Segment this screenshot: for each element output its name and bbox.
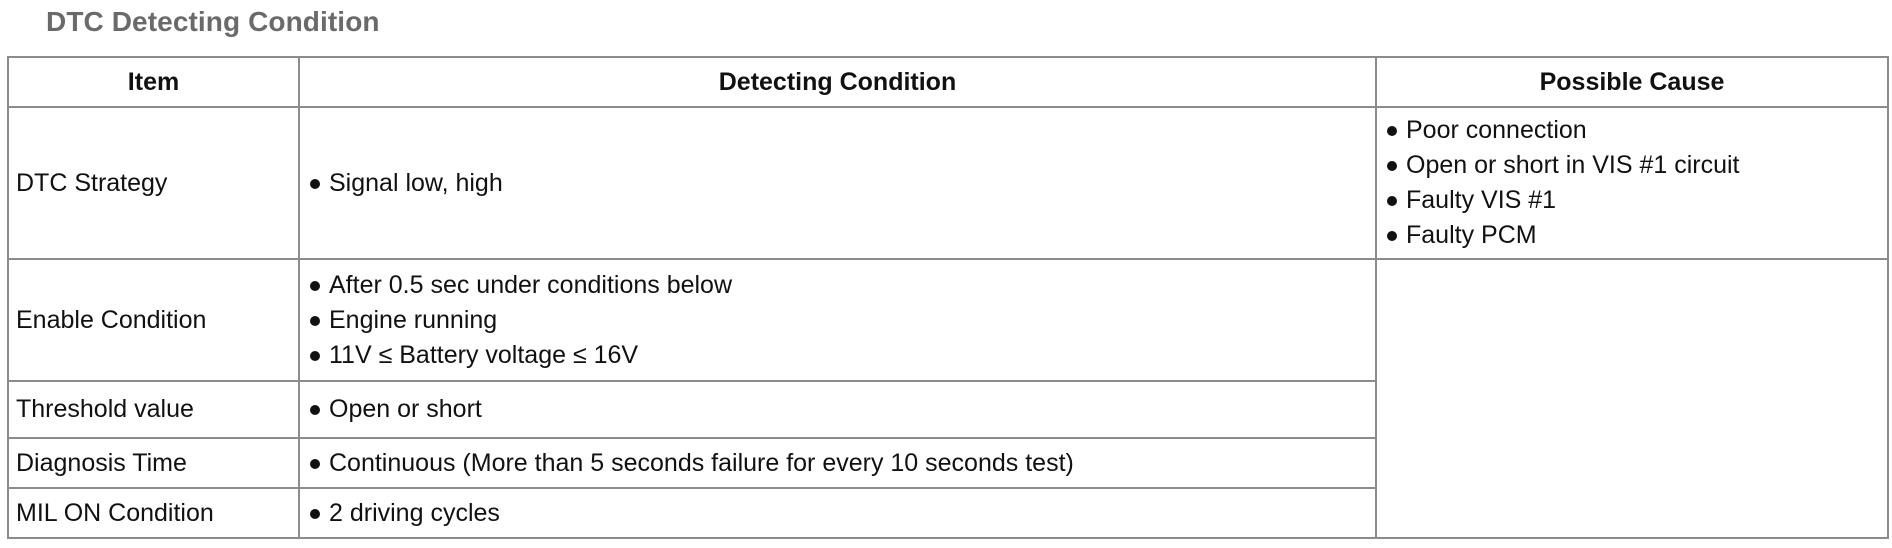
condition-text: Engine running (329, 305, 498, 334)
cause-list (1384, 113, 1887, 253)
row-item-enable-condition: Enable Condition (8, 259, 299, 381)
row-condition-diagnosis-time (299, 438, 1376, 488)
dtc-table (7, 56, 1889, 539)
bullet-icon (1387, 126, 1397, 136)
bullet-icon (310, 459, 320, 469)
cause-text: Poor connection (1406, 116, 1587, 144)
condition-list (307, 268, 1375, 373)
condition-list (307, 496, 1375, 531)
condition-text: 2 driving cycles (329, 498, 500, 527)
row-item-mil-on-condition: MIL ON Condition (8, 488, 299, 538)
condition-text: Signal low, high (329, 168, 503, 197)
possible-cause-empty-cell (1376, 259, 1888, 538)
row-item-threshold-value: Threshold value (8, 381, 299, 438)
bullet-icon (310, 405, 320, 415)
list-item (307, 446, 1375, 481)
list-item (1384, 148, 1887, 183)
page-title: DTC Detecting Condition (46, 6, 380, 37)
condition-text: Continuous (More than 5 seconds failure for every 10 seconds test) (329, 448, 1074, 477)
bullet-icon (310, 316, 320, 326)
cause-text: Faulty PCM (1406, 221, 1537, 249)
cause-text: Open or short in VIS #1 circuit (1406, 151, 1740, 179)
row-condition-dtc-strategy (299, 107, 1376, 259)
bullet-icon (310, 179, 320, 189)
list-item (307, 268, 1375, 303)
bullet-icon (310, 351, 320, 361)
condition-list (307, 392, 1375, 427)
list-item (307, 338, 1375, 373)
condition-list (307, 166, 1375, 201)
header-possible-cause: Possible Cause (1376, 57, 1888, 107)
bullet-icon (1387, 231, 1397, 241)
header-item: Item (8, 57, 299, 107)
list-item (307, 496, 1375, 531)
bullet-icon (310, 509, 320, 519)
row-condition-enable-condition (299, 259, 1376, 381)
possible-cause-cell (1376, 107, 1888, 259)
list-item (1384, 113, 1887, 148)
bullet-icon (1387, 196, 1397, 206)
bullet-icon (1387, 161, 1397, 171)
row-item-diagnosis-time: Diagnosis Time (8, 438, 299, 488)
condition-list (307, 446, 1375, 481)
cause-text: Faulty VIS #1 (1406, 186, 1557, 214)
condition-text: After 0.5 sec under conditions below (329, 270, 733, 299)
table-row (8, 107, 1888, 259)
condition-text: 11V ≤ Battery voltage ≤ 16V (329, 340, 639, 369)
row-condition-threshold-value (299, 381, 1376, 438)
list-item (1384, 218, 1887, 253)
bullet-icon (310, 281, 320, 291)
row-item-dtc-strategy: DTC Strategy (8, 107, 299, 259)
list-item (1384, 183, 1887, 218)
list-item (307, 303, 1375, 338)
condition-text: Open or short (329, 395, 482, 423)
header-detecting-condition: Detecting Condition (299, 57, 1376, 107)
list-item (307, 166, 1375, 201)
table-header-row (8, 57, 1888, 107)
row-condition-mil-on-condition (299, 488, 1376, 538)
table-row (8, 259, 1888, 381)
list-item (307, 392, 1375, 427)
